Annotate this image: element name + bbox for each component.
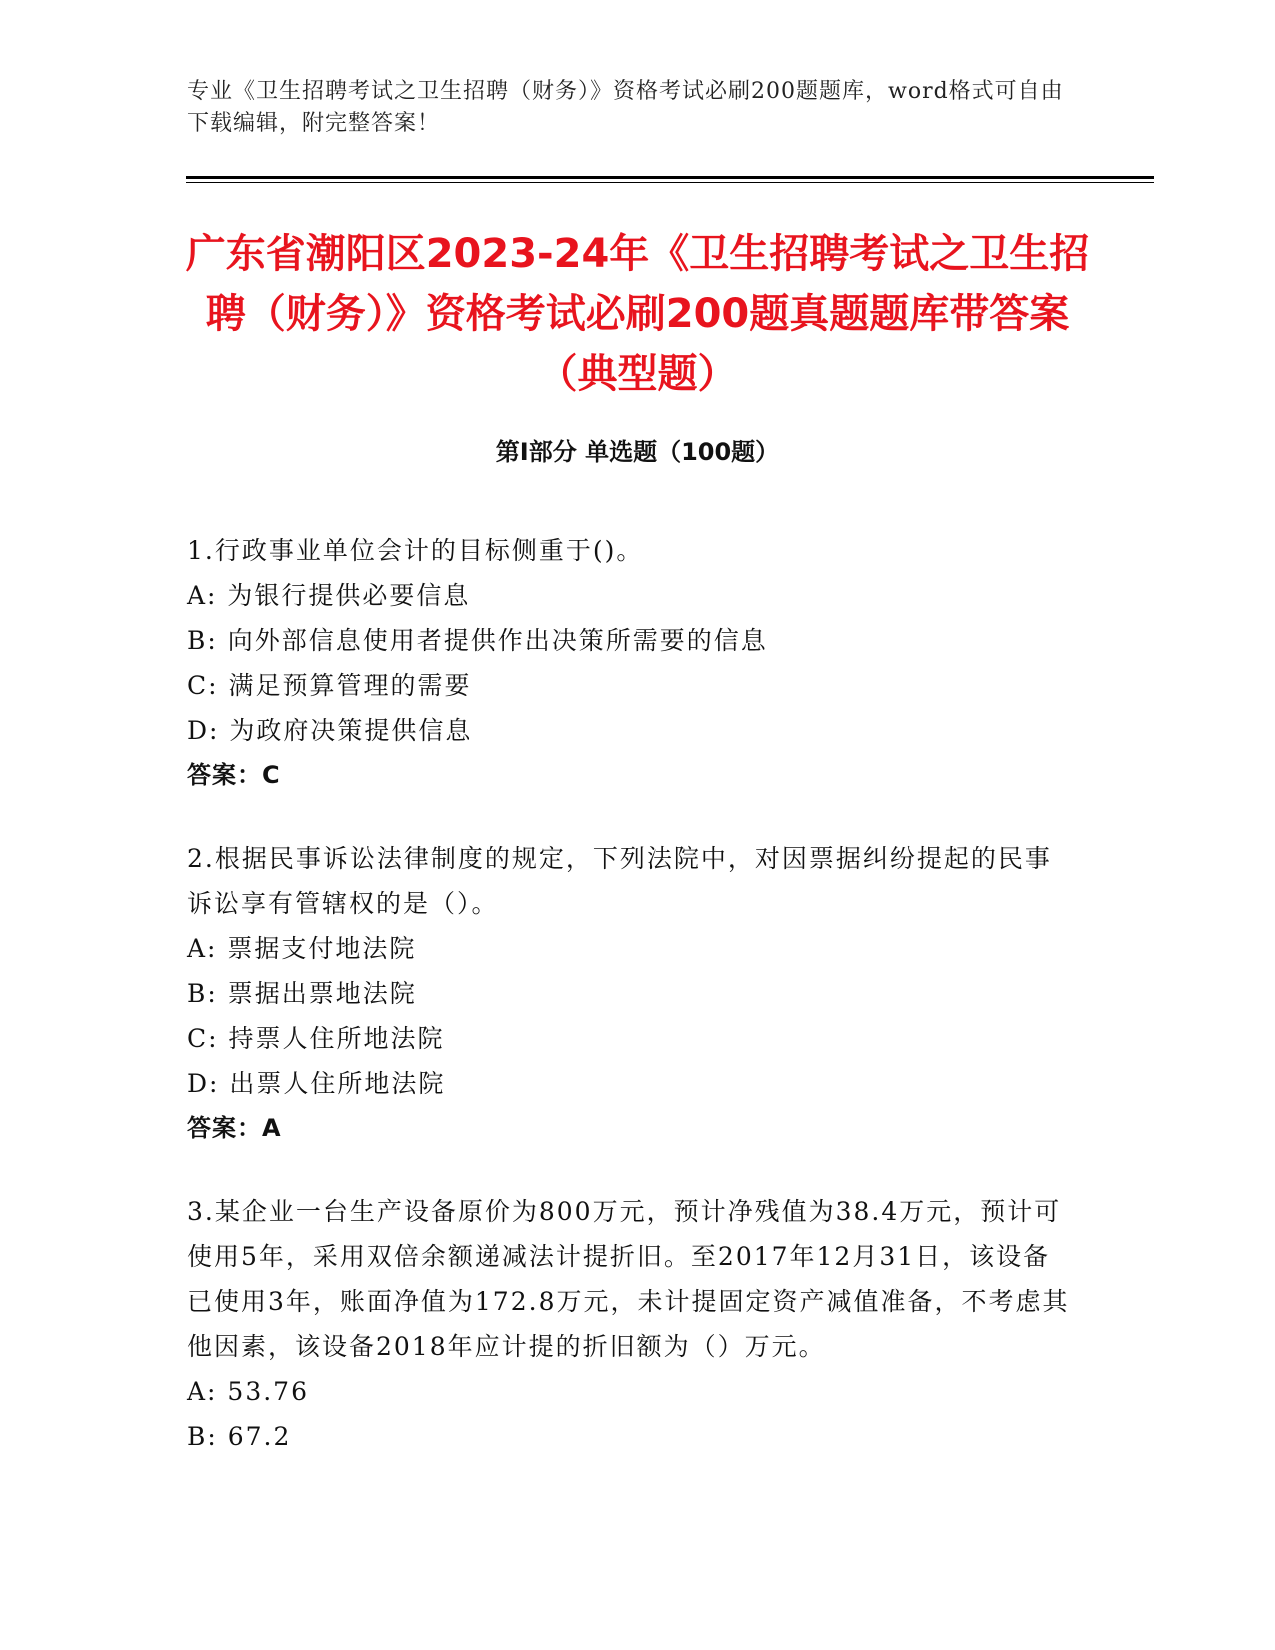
header-rule: [186, 176, 1154, 179]
document-title: 广东省潮阳区2023-24年《卫生招聘考试之卫生招聘（财务）》资格考试必刷200题真题题库带答案（典型题）: [185, 231, 1090, 397]
option-d: D: 出票人住所地法院: [187, 1069, 446, 1098]
answer: 答案：C: [187, 761, 281, 789]
option-a: A: 53.76: [187, 1377, 309, 1406]
header-rule-thin: [186, 182, 1154, 183]
option-c: C: 持票人住所地法院: [187, 1024, 445, 1053]
question-stem: 2.根据民事诉讼法律制度的规定，下列法院中，对因票据纠纷提起的民事诉讼享有管辖权的是（）。: [187, 844, 1052, 918]
option-b: B: 向外部信息使用者提供作出决策所需要的信息: [187, 626, 768, 655]
option-a: A: 票据支付地法院: [187, 934, 417, 963]
option-b: B: 67.2: [187, 1422, 292, 1451]
question-2: [187, 836, 1072, 1151]
option-c: C: 满足预算管理的需要: [187, 671, 472, 700]
question-list: [187, 528, 1072, 1497]
question-stem: 3.某企业一台生产设备原价为800万元，预计净残值为38.4万元，预计可使用5年，采用双倍余额递减法计提折旧。至2017年12月31日，该设备已使用3年，账面净值为172.8万元，未计提固定资产减值准备，不考虑其他因素，该设备2018年应计提的折旧额为（）万元。: [187, 1197, 1070, 1361]
option-b: B: 票据出票地法院: [187, 979, 417, 1008]
question-3: [187, 1189, 1072, 1459]
section-heading: 第I部分 单选题（100题）: [495, 438, 780, 466]
question-stem: 1.行政事业单位会计的目标侧重于()。: [187, 536, 644, 565]
option-d: D: 为政府决策提供信息: [187, 716, 473, 745]
option-a: A: 为银行提供必要信息: [187, 581, 471, 610]
question-1: [187, 528, 1072, 798]
answer: 答案：A: [187, 1114, 282, 1142]
header-note: 专业《卫生招聘考试之卫生招聘（财务）》资格考试必刷200题题库，word格式可自由下载编辑，附完整答案！: [187, 79, 1064, 136]
